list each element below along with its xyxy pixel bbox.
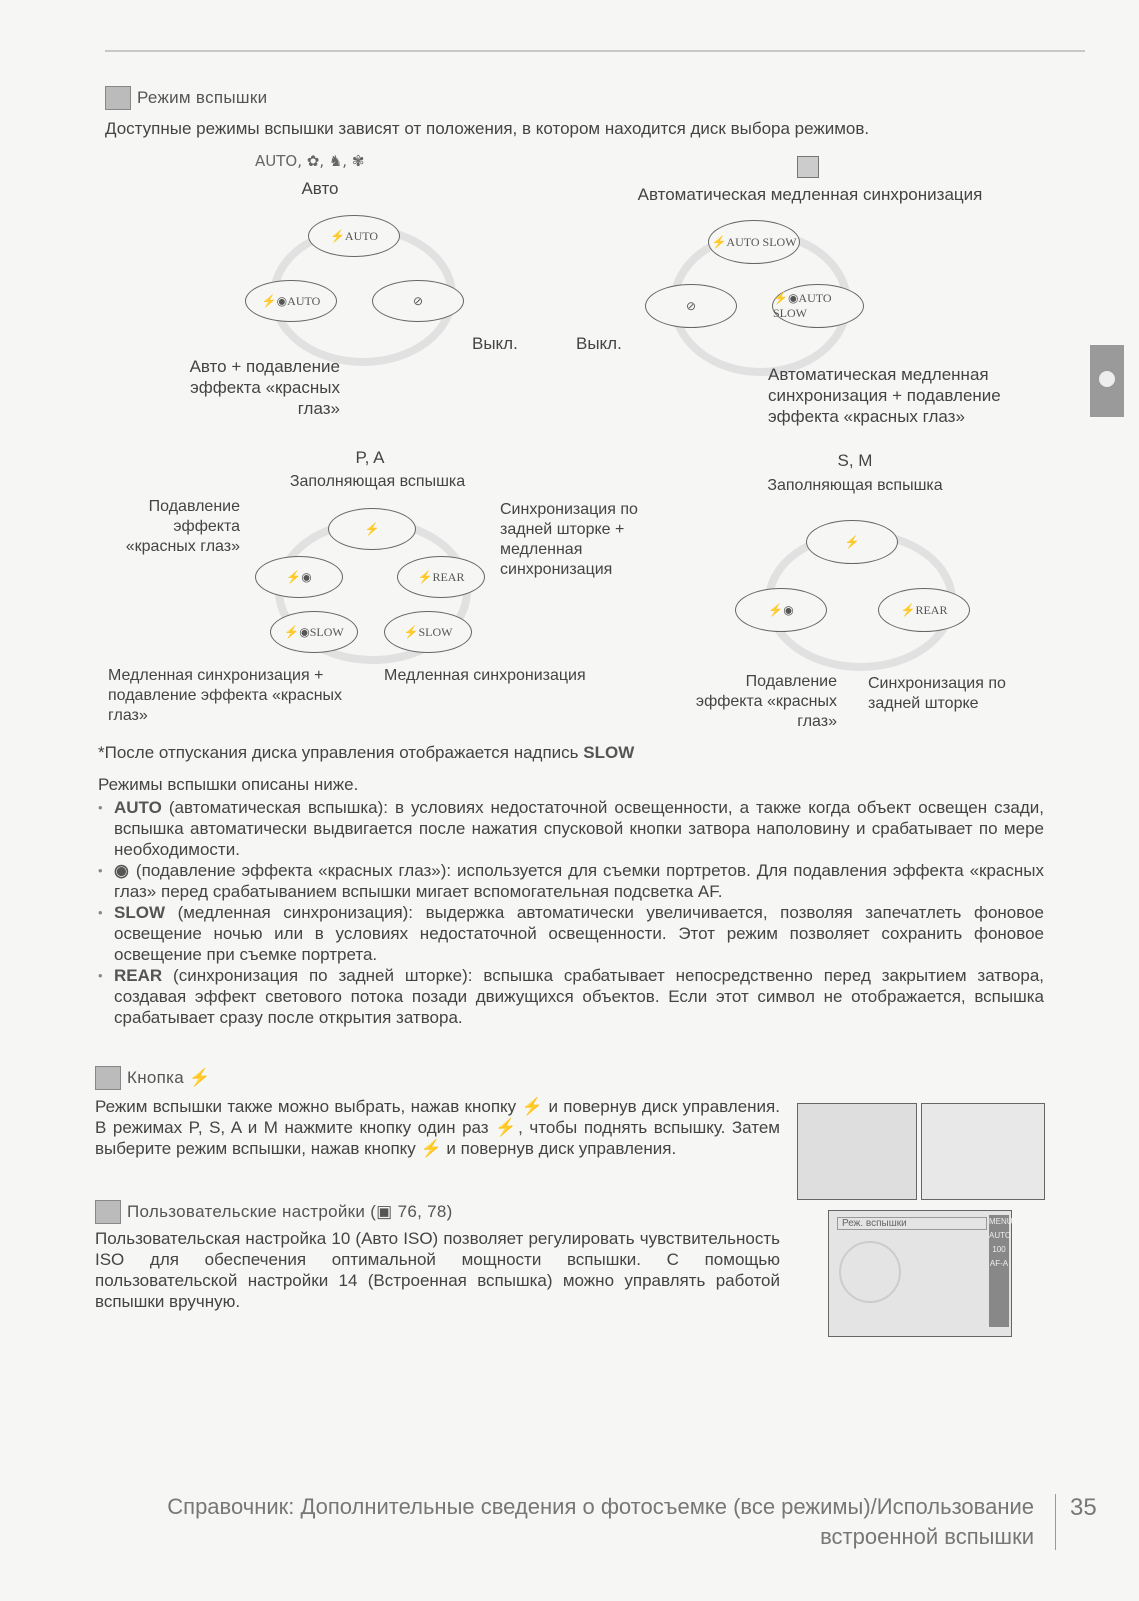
list-item: • AUTO (автоматическая вспышка): в условиях недостаточной освещенности, а также когда объект освещен сзади, вспышка автоматически выдвигается после нажатия спусковой кнопки затвора наполовину и срабатывает по мере необходимости.: [98, 797, 1044, 860]
list-item: • REAR (синхронизация по задней шторке): вспышка срабатывает непосредственно перед закрытием затвора, создавая эффект светового потока позади движущихся объектов. Если этот символ не отображается, вспышка срабатывает сразу после открытия затвора.: [98, 965, 1044, 1028]
pa-slow-oval: ⚡SLOW: [384, 611, 472, 653]
section-title-flash-mode: Режим вспышки: [105, 86, 267, 110]
footnote: *После отпускания диска управления отображается надпись SLOW: [98, 743, 635, 762]
auto-redeye-label: Авто + подавление эффекта «красных глаз»: [189, 357, 340, 418]
night-portrait-icon: [797, 156, 819, 178]
pa-title: Заполняющая вспышка: [289, 473, 466, 490]
pa-slow-label: Медленная синхронизация: [384, 667, 586, 684]
custom-settings-text: Пользовательская настройка 10 (Авто ISO) позволяет регулировать чувствительность ISO для обеспечения оптимальной мощности вспышки. С помощью пользовательской настройки 14 (Встроенная вспышка) можно управлять работой вспышки вручную.: [95, 1229, 780, 1311]
flash-off-oval-2: ⊘: [645, 284, 737, 328]
scene-mode-icons: AUTO, ✿, ♞, ✾: [255, 152, 365, 170]
note-icon: [95, 1066, 121, 1090]
control-dial-illustration: [921, 1103, 1045, 1200]
pa-redeye-label: Подавление эффекта «красных глаз»: [125, 498, 240, 555]
sm-rear-oval: ⚡REAR: [878, 588, 970, 632]
monitor-screen-image: Реж. вспышки MENU AUTO 100 AF-A: [828, 1210, 1012, 1337]
sm-rear-label: Синхронизация по задней шторке: [868, 675, 1006, 712]
screen-side-bar: MENU AUTO 100 AF-A: [989, 1215, 1009, 1327]
auto-slow-title: Автоматическая медленная синхронизация: [637, 185, 983, 204]
modes-intro: Режимы вспышки описаны ниже.: [98, 775, 359, 794]
section-title-flash-button: Кнопка ⚡: [95, 1066, 211, 1090]
slow-redeye-label: Автоматическая медленная синхронизация + подавление эффекта «красных глаз»: [768, 365, 1001, 426]
flash-auto-slow-oval: ⚡AUTO SLOW: [708, 220, 800, 264]
flash-redeye-auto-oval: ⚡◉AUTO: [245, 280, 337, 322]
auto-off-label: Выкл.: [472, 334, 518, 353]
dial-graphic: [839, 1241, 901, 1303]
pa-rear-oval: ⚡REAR: [397, 556, 485, 598]
pa-fill-flash-oval: ⚡: [328, 508, 416, 550]
pa-mode: P, A: [355, 448, 385, 467]
flash-off-oval: ⊘: [372, 280, 464, 322]
list-item: • SLOW (медленная синхронизация): выдержка автоматически увеличивается, позволяя запечатлеть фоновое освещение ночью или в условиях недостаточной освещенности. Этот режим позволяет сохранить фоновое освещение при съемке портрета.: [98, 902, 1044, 965]
sm-redeye-oval: ⚡◉: [735, 588, 827, 632]
flash-button-text: Режим вспышки также можно выбрать, нажав кнопку ⚡ и повернув диск управления. В режимах P, S, A и M нажмите кнопку один раз ⚡, чтобы поднять вспышку. Затем выберите режим вспышки, нажав кнопку ⚡ и повернув диск управления.: [95, 1097, 780, 1158]
camera-illustration: [797, 1103, 917, 1200]
sm-mode: S, M: [837, 451, 873, 470]
note-icon: [105, 86, 131, 110]
sm-redeye-label: Подавление эффекта «красных глаз»: [695, 673, 837, 730]
page-footer: Справочник: Дополнительные сведения о фотосъемке (все режимы)/Использование встроенной вспышки: [167, 1494, 1034, 1549]
sm-fill-flash-oval: ⚡: [806, 520, 898, 564]
pa-redeye-oval: ⚡◉: [255, 556, 343, 598]
pa-redeye-slow-oval: ⚡◉SLOW: [270, 611, 358, 653]
pa-rear-label: Синхронизация по задней шторке + медленная синхронизация: [500, 501, 638, 578]
camera-tab-icon: [1090, 345, 1124, 417]
slow-off-label: Выкл.: [576, 334, 622, 353]
mode-list: [98, 797, 1044, 1028]
pencil-icon: [95, 1200, 121, 1224]
pa-slow-redeye-label: Медленная синхронизация + подавление эффекта «красных глаз»: [108, 667, 343, 724]
auto-title: Авто: [301, 179, 339, 198]
page-number: 35: [1055, 1494, 1097, 1550]
top-rule: [105, 50, 1085, 52]
intro-text: Доступные режимы вспышки зависят от положения, в котором находится диск выбора режимов.: [105, 119, 870, 138]
sm-title: Заполняющая вспышка: [767, 477, 943, 494]
section-title-custom-settings: Пользовательские настройки (▣ 76, 78): [95, 1200, 453, 1224]
flash-auto-oval: ⚡AUTO: [308, 215, 400, 257]
list-item: • ◉ (подавление эффекта «красных глаз»): используется для съемки портретов. Для подавления эффекта «красных глаз» перед срабатыванием вспышки мигает вспомогательная подсветка AF.: [98, 860, 1044, 902]
flash-redeye-auto-slow-oval: ⚡◉AUTO SLOW: [772, 284, 864, 328]
